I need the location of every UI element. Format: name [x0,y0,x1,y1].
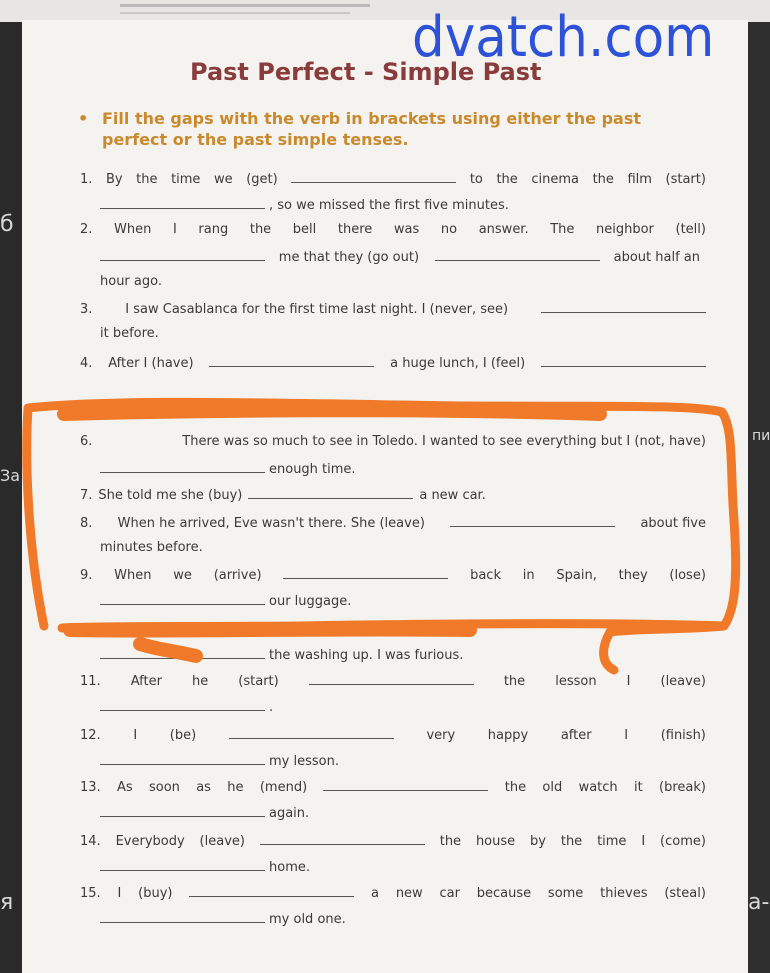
answer-blank[interactable] [189,884,354,897]
item-text: I [117,886,122,901]
answer-blank[interactable] [100,196,265,209]
item-number: 6. [80,434,93,449]
item-line [80,434,706,454]
item-text: home. [269,860,310,875]
item-text: (buy) [138,886,173,901]
item-text: (be) [169,728,197,743]
background-text-blur [120,4,370,7]
item-number: 11. [80,674,101,689]
item-text: there [337,222,373,237]
item-text: (lose) [669,568,706,583]
item-line [100,592,357,612]
item-line [100,698,279,718]
item-text: By [105,172,123,187]
answer-blank[interactable] [100,752,265,765]
answer-blank[interactable] [100,698,265,711]
item-text: (come) [660,834,706,849]
item-text: by [530,834,546,849]
item-text: again. [269,806,310,821]
item-text: When [114,568,152,583]
item-text: my old one. [269,912,346,927]
item-text: a huge lunch, I (feel) [390,356,526,371]
item-text: about five [640,516,706,531]
answer-blank[interactable] [100,592,265,605]
item-text: hour ago. [100,274,162,289]
item-text: I [172,222,177,237]
background-text-blur [120,12,350,14]
item-text: neighbor [596,222,654,237]
answer-blank[interactable] [323,778,488,791]
item-text: it [633,780,643,795]
item-text: bell [292,222,317,237]
item-number: 13. [80,780,101,795]
item-text: Spain, [556,568,597,583]
item-text: I [133,728,138,743]
item-text: time [597,834,627,849]
item-line [100,752,345,772]
answer-blank[interactable] [229,726,394,739]
item-number: 7. [80,488,93,503]
answer-blank[interactable] [435,248,600,261]
answer-blank[interactable] [248,486,413,499]
screen-edge-left [0,0,22,973]
item-text: he [227,780,244,795]
item-text: the [503,674,526,689]
item-text: answer. [478,222,529,237]
screen-edge-right [748,0,770,973]
item-text: the [592,172,614,187]
item-text: cinema [531,172,579,187]
side-glyph: б [0,212,14,237]
item-line [100,540,209,560]
item-line [80,726,706,746]
item-text: The [550,222,575,237]
watermark: dvatch.com [412,5,715,70]
item-text: back [470,568,501,583]
item-number: 8. [80,516,93,531]
item-line [80,486,706,506]
answer-blank[interactable] [100,804,265,817]
item-text: I [624,728,629,743]
item-text: a new car. [419,488,486,503]
item-text: I [641,834,646,849]
item-text: car [439,886,460,901]
answer-blank[interactable] [309,672,474,685]
item-line [80,300,706,320]
item-line [80,170,706,190]
item-number: 12. [80,728,101,743]
answer-blank[interactable] [283,566,448,579]
item-text: (break) [659,780,706,795]
item-text: the [560,834,583,849]
item-number: 3. [80,302,93,317]
item-line [80,514,706,534]
item-line [100,460,362,480]
item-text: (start) [238,674,279,689]
item-text: minutes before. [100,540,203,555]
item-text: to [469,172,483,187]
item-text: as [196,780,211,795]
answer-blank[interactable] [100,248,265,261]
item-text: because [476,886,532,901]
item-line [80,778,706,798]
item-line [80,884,706,904]
item-number: 4. [80,356,93,371]
answer-blank[interactable] [260,832,425,845]
item-text: enough time. [269,462,356,477]
item-text: watch [578,780,618,795]
item-line [80,832,706,852]
item-line [100,804,315,824]
item-text: (mend) [259,780,308,795]
item-text: soon [148,780,180,795]
item-number: 9. [80,568,93,583]
item-text: She told me she (buy) [98,488,243,503]
item-text: we [214,172,233,187]
item-line [100,858,316,878]
item-text: When [114,222,152,237]
answer-blank[interactable] [100,858,265,871]
answer-blank[interactable] [291,170,456,183]
answer-blank[interactable] [450,514,615,527]
side-glyph: За [0,466,21,485]
item-text: I saw Casablanca for the first time last night. I (never, see) [125,302,509,317]
item-text: (leave) [199,834,245,849]
item-text: was [393,222,420,237]
item-text: new [395,886,423,901]
item-text: Everybody [115,834,185,849]
item-text: my lesson. [269,754,339,769]
instruction-text: Fill the gaps with the verb in brackets using either the past perfect or the past simple tenses. [102,109,641,149]
item-text: (tell) [675,222,706,237]
item-text: lesson [555,674,597,689]
item-text: some [547,886,584,901]
item-number: 1. [80,172,93,187]
item-text: it before. [100,326,159,341]
answer-blank[interactable] [100,646,265,659]
item-text: the [249,222,272,237]
item-text: after [560,728,592,743]
item-text: (get) [246,172,278,187]
item-text: After [130,674,162,689]
item-text: rang [198,222,229,237]
item-text: time [171,172,201,187]
item-text: happy [487,728,529,743]
item-text: (leave) [660,674,706,689]
item-text: After I (have) [108,356,194,371]
item-text: (finish) [660,728,706,743]
item-line [100,196,515,216]
item-text: thieves [600,886,648,901]
item-number: 14. [80,834,101,849]
item-text: When he arrived, Eve wasn't there. She (leave) [117,516,425,531]
item-text: (steal) [664,886,706,901]
answer-blank[interactable] [100,460,265,473]
item-text: the [504,780,527,795]
item-text: the [136,172,158,187]
item-text: the [496,172,518,187]
item-line [100,910,352,930]
item-line [80,222,706,242]
item-text: a [371,886,380,901]
side-glyph: пи [752,428,770,444]
item-number: 2. [80,222,93,237]
page-title: Past Perfect - Simple Past [190,58,542,86]
item-text: film [627,172,652,187]
item-text: we [173,568,192,583]
item-text: I [626,674,631,689]
item-text: me that they (go out) [278,250,420,265]
item-line [100,326,165,346]
bullet-icon: • [78,109,89,128]
item-text: . [269,700,274,715]
item-text: in [522,568,535,583]
side-glyph: я [0,890,14,915]
instruction [78,108,684,150]
item-text: the washing up. I was furious. [269,648,464,663]
item-text: no [440,222,458,237]
answer-blank[interactable] [541,354,706,367]
item-text: (arrive) [213,568,262,583]
answer-blank[interactable] [100,910,265,923]
item-line [100,646,469,666]
answer-blank[interactable] [541,300,706,313]
side-glyph: а- [748,890,770,915]
item-text: house [475,834,516,849]
item-text: (start) [665,172,706,187]
item-line [80,566,706,586]
answer-blank[interactable] [209,354,374,367]
item-line [80,354,706,374]
item-text: old [542,780,563,795]
item-text: , so we missed the first five minutes. [269,198,509,213]
item-text: about half an [613,250,700,265]
item-text: very [426,728,456,743]
item-text: As [117,780,133,795]
item-number: 15. [80,886,101,901]
item-text: the [439,834,462,849]
item-line [100,248,706,268]
item-text: they [618,568,648,583]
item-text: he [192,674,209,689]
item-line [80,672,706,692]
item-text: our luggage. [269,594,352,609]
item-text: There was so much to see in Toledo. I wanted to see everything but I (not, have) [182,434,706,449]
